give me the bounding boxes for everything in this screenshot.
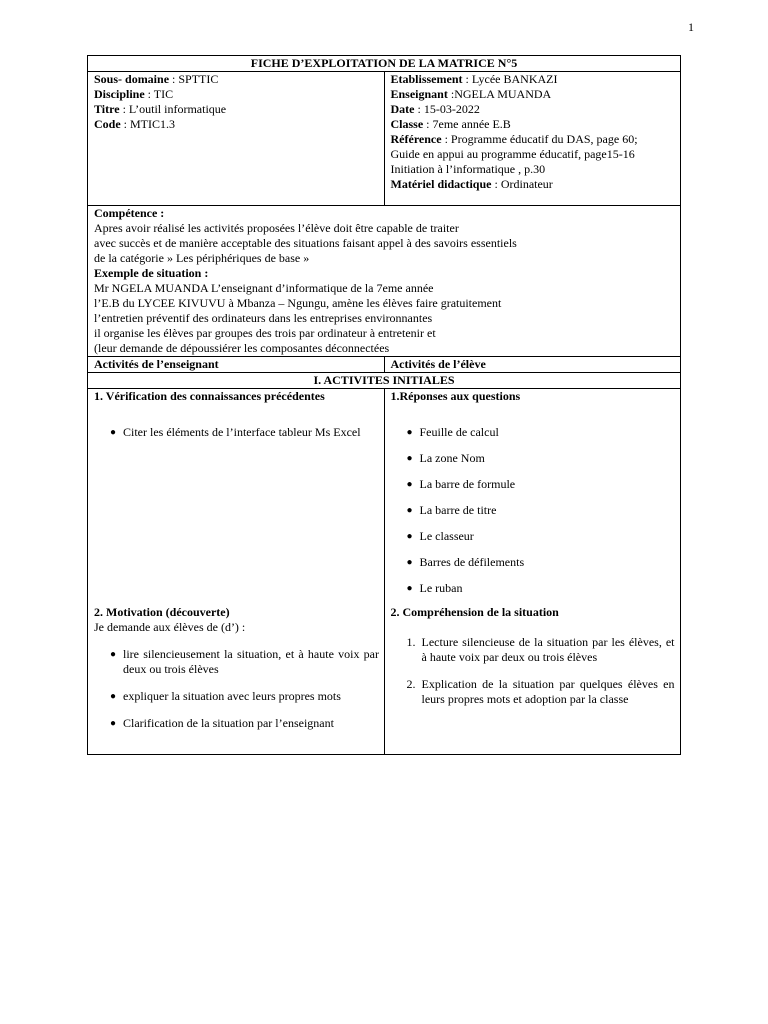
section-title: I. ACTIVITES INITIALES — [313, 373, 455, 387]
title-line — [94, 102, 378, 117]
competence-block — [88, 206, 680, 356]
answers-list — [391, 425, 675, 596]
code-value: MTIC1.3 — [130, 117, 176, 131]
class-line — [391, 117, 675, 132]
sep: : — [447, 87, 455, 101]
competence-row — [88, 205, 680, 356]
sep: : — [441, 132, 451, 146]
motivation-intro: Je demande aux élèves de (d’) : — [94, 620, 246, 634]
motivation-block — [94, 605, 379, 731]
comprehension-block — [391, 605, 675, 707]
item-text: La zone Nom — [419, 451, 485, 465]
title-value: L’outil informatique — [128, 102, 227, 116]
item-text: La barre de titre — [419, 503, 497, 517]
item-text: Explication de la situation par quelques élèves en leurs propres mots et adoption par la classe — [421, 677, 675, 706]
bullet-icon: ● — [110, 718, 117, 729]
sep: : — [120, 117, 131, 131]
teacher-activities-heading: Activités de l’enseignant — [88, 357, 385, 372]
competence-label: Compétence : — [94, 206, 165, 220]
item-text: Clarification de la situation par l’enseignant — [123, 716, 334, 730]
list-item — [94, 689, 379, 704]
item-text: Le classeur — [419, 529, 474, 543]
school-label: Etablissement — [390, 72, 463, 86]
item-number: 1. — [406, 635, 416, 649]
list-item — [391, 503, 675, 518]
motivation-list — [94, 647, 379, 731]
date-label: Date — [390, 102, 415, 116]
activities-header-row — [88, 356, 680, 372]
sep: : — [119, 102, 129, 116]
page-number: 1 — [688, 20, 694, 34]
list-item — [391, 635, 675, 665]
situation-line: (leur demande de dépoussiérer les composantes déconnectées — [94, 341, 390, 355]
comprehension-title: 2. Compréhension de la situation — [390, 605, 559, 619]
answers-title: 1.Réponses aux questions — [390, 389, 521, 403]
subdomain-value: SPTTIC — [178, 72, 219, 86]
item-text: Feuille de calcul — [419, 425, 499, 439]
list-item — [391, 529, 675, 544]
school-value: Lycée BANKAZI — [471, 72, 558, 86]
reference-line — [391, 132, 675, 147]
verification-list — [94, 425, 378, 440]
list-item — [391, 555, 675, 570]
school-line — [391, 72, 675, 87]
material-line — [391, 177, 675, 192]
item-text: Le ruban — [419, 581, 463, 595]
info-left — [88, 72, 385, 205]
reference-line-2: Guide en appui au programme éducatif, page15-16 — [390, 147, 635, 161]
situation-label: Exemple de situation : — [94, 266, 209, 280]
list-item — [391, 425, 675, 440]
discipline-line — [94, 87, 378, 102]
title-label: Titre — [94, 102, 120, 116]
code-line — [94, 117, 378, 132]
sep: : — [169, 72, 179, 86]
sep: : — [491, 177, 501, 191]
bullet-icon: ● — [406, 505, 413, 516]
discipline-value: TIC — [153, 87, 174, 101]
activities-body-row — [88, 388, 680, 754]
subdomain-label: Sous- domaine — [94, 72, 170, 86]
material-value: Ordinateur — [500, 177, 553, 191]
bullet-icon: ● — [406, 427, 413, 438]
teacher-line — [391, 87, 675, 102]
item-text: Citer les éléments de l’interface tableur Ms Excel — [123, 425, 361, 439]
item-text: Barres de défilements — [419, 555, 525, 569]
situation-line: l’entretien préventif des ordinateurs dans les entreprises environnantes — [94, 311, 433, 325]
situation-line: il organise les élèves par groupes des trois par ordinateur à entretenir et — [94, 326, 436, 340]
item-text: expliquer la situation avec leurs propres mots — [123, 689, 341, 703]
comprehension-list — [391, 635, 675, 707]
sep: : — [144, 87, 154, 101]
class-value: 7eme année E.B — [432, 117, 511, 131]
date-value: 15-03-2022 — [423, 102, 480, 116]
item-text: lire silencieusement la situation, et à haute voix par deux ou trois élèves — [123, 647, 379, 676]
sep: : — [462, 72, 472, 86]
teacher-column — [88, 389, 385, 754]
verification-title: 1. Vérification des connaissances précédentes — [94, 389, 325, 403]
student-column — [385, 389, 681, 754]
item-number: 2. — [406, 677, 416, 691]
student-activities-heading: Activités de l’élève — [390, 357, 486, 371]
reference-value: Programme éducatif du DAS, page 60; — [450, 132, 638, 146]
competence-line: de la catégorie » Les périphériques de base » — [94, 251, 310, 265]
bullet-icon: ● — [406, 583, 413, 594]
sep: : — [423, 117, 433, 131]
list-item — [391, 677, 675, 707]
info-row — [88, 71, 680, 205]
info-right — [385, 72, 681, 205]
material-label: Matériel didactique — [390, 177, 492, 191]
situation-line: Mr NGELA MUANDA L’enseignant d’informatique de la 7eme année — [94, 281, 434, 295]
bullet-icon: ● — [406, 479, 413, 490]
sep: : — [414, 102, 424, 116]
discipline-label: Discipline — [94, 87, 145, 101]
list-item — [94, 425, 378, 440]
lesson-sheet — [87, 55, 681, 755]
code-label: Code — [94, 117, 121, 131]
reference-label: Référence — [390, 132, 442, 146]
reference-line-3: Initiation à l’informatique , p.30 — [390, 162, 546, 176]
bullet-icon: ● — [406, 531, 413, 542]
list-item — [94, 716, 379, 731]
date-line — [391, 102, 675, 117]
item-text: Lecture silencieuse de la situation par les élèves, et à haute voix par deux ou trois élèves — [421, 635, 675, 664]
bullet-icon: ● — [406, 453, 413, 464]
list-item — [391, 477, 675, 492]
section-title-row — [88, 372, 680, 388]
bullet-icon: ● — [110, 649, 117, 660]
sheet-title: FICHE D’EXPLOITATION DE LA MATRICE N°5 — [250, 56, 518, 70]
subdomain-line — [94, 72, 378, 87]
bullet-icon: ● — [110, 427, 117, 438]
motivation-title: 2. Motivation (découverte) — [94, 605, 230, 619]
list-item — [94, 647, 379, 677]
teacher-label: Enseignant — [390, 87, 448, 101]
competence-line: Apres avoir réalisé les activités proposées l’élève doit être capable de traiter — [94, 221, 459, 235]
list-item — [391, 451, 675, 466]
competence-line: avec succès et de manière acceptable des situations faisant appel à des savoirs essentiels — [94, 236, 517, 250]
item-text: La barre de formule — [419, 477, 516, 491]
teacher-value: NGELA MUANDA — [454, 87, 552, 101]
title-row — [88, 56, 680, 71]
bullet-icon: ● — [110, 691, 117, 702]
list-item — [391, 581, 675, 596]
class-label: Classe — [390, 117, 424, 131]
bullet-icon: ● — [406, 557, 413, 568]
situation-line: l’E.B du LYCEE KIVUVU à Mbanza – Ngungu, amène les élèves faire gratuitement — [94, 296, 502, 310]
